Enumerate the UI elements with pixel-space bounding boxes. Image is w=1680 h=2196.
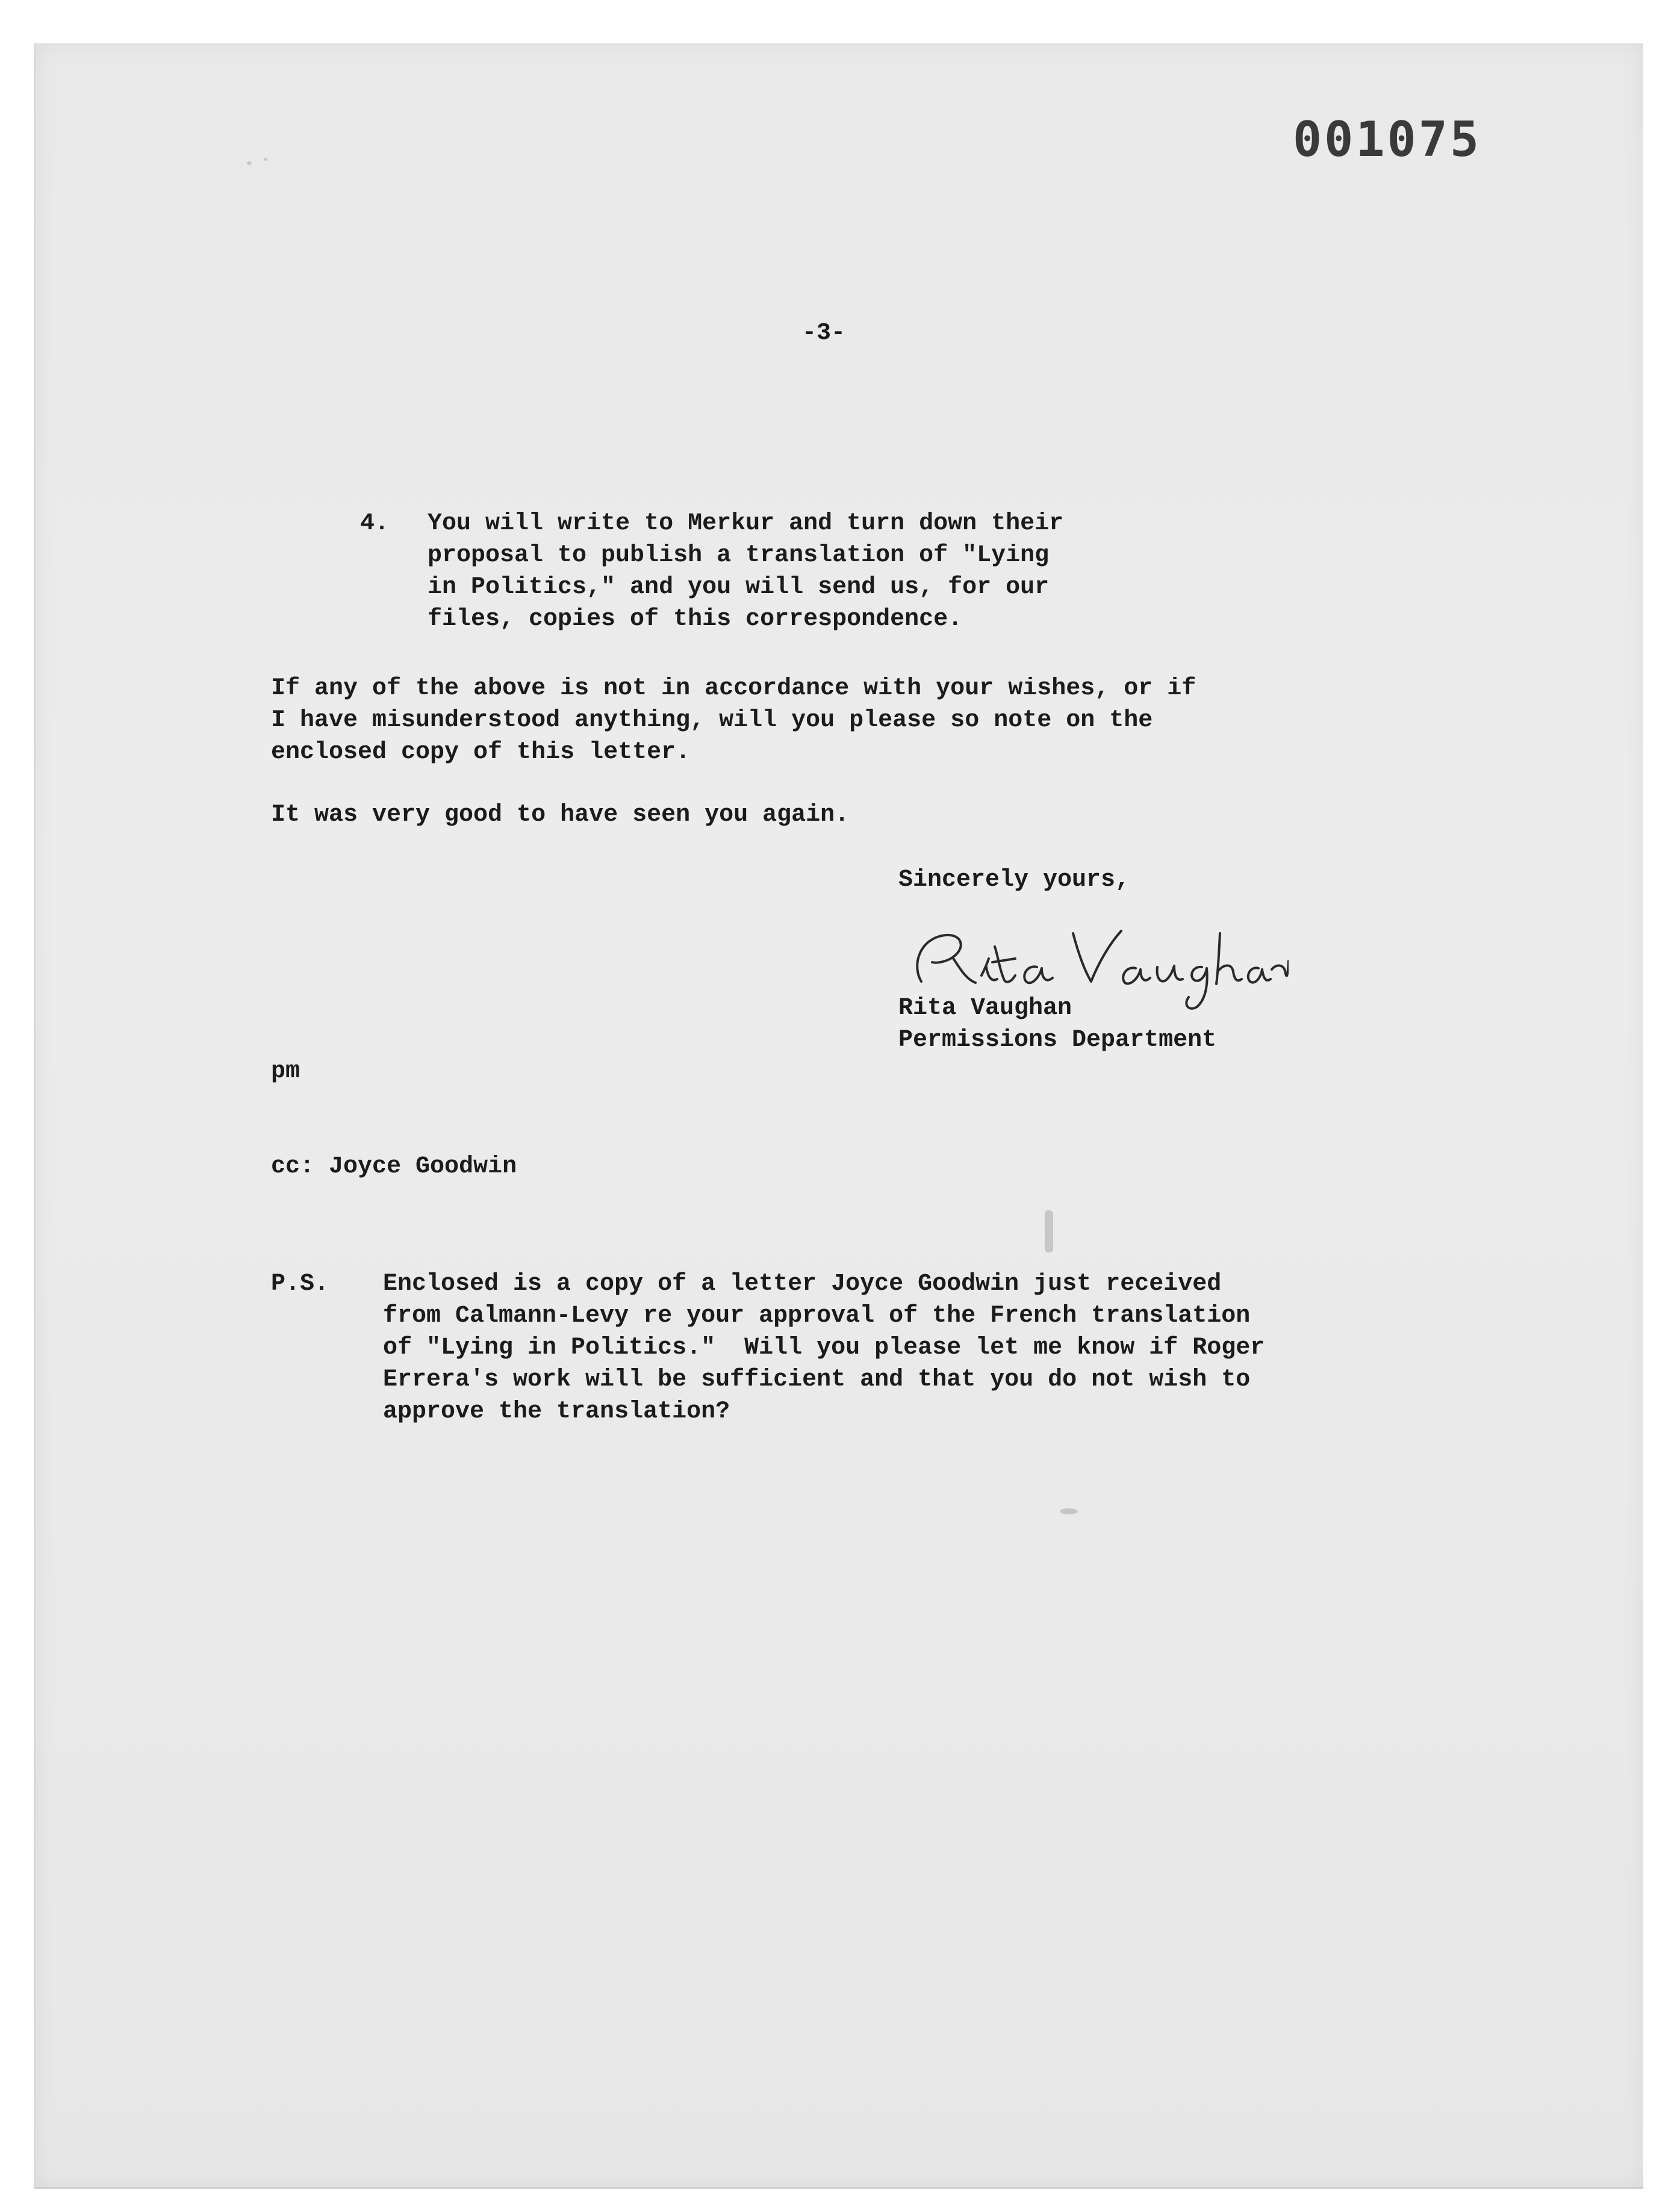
- list-item-number: 4.: [360, 510, 390, 537]
- archive-stamp-number: 001075: [1293, 111, 1481, 167]
- postscript-text: Enclosed is a copy of a letter Joyce Goodwin just received from Calmann-Levy re your approval of the French translation of "Lying in Politics." Will you please let me know if Roger Errera's work will be sufficient and that you do not wish to approve the translation?: [383, 1271, 1265, 1425]
- signer-department: Permissions Department: [898, 1027, 1217, 1054]
- body-paragraph: It was very good to have seen you again.: [271, 801, 850, 829]
- ink-smudge: [1045, 1210, 1053, 1252]
- carbon-copy-line: cc: Joyce Goodwin: [271, 1153, 517, 1180]
- page-number: -3-: [802, 320, 846, 347]
- paper-speck: [1060, 1508, 1078, 1514]
- paper-speck: [247, 161, 252, 165]
- signer-name: Rita Vaughan: [898, 995, 1072, 1022]
- postscript-label: P.S.: [271, 1271, 329, 1298]
- closing: Sincerely yours,: [898, 866, 1130, 894]
- list-item-text: You will write to Merkur and turn down their proposal to publish a translation of "Lying in Politics," and you will send us, for our files, copies of this correspondence.: [428, 510, 1064, 633]
- paper-speck: [264, 158, 267, 161]
- typist-initials: pm: [271, 1058, 300, 1085]
- letter-sheet: [34, 43, 1643, 2189]
- body-paragraph: If any of the above is not in accordance with your wishes, or if I have misunderstood anything, will you please so note on the enclosed copy of this letter.: [271, 675, 1196, 766]
